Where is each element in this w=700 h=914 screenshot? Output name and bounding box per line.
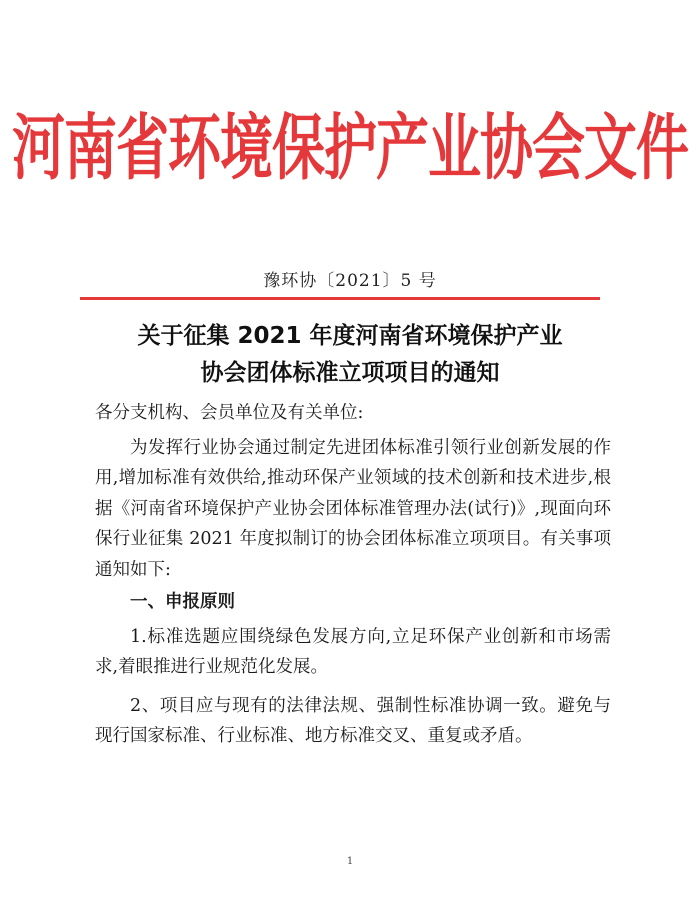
principle-item-1: 1.标准选题应围绕绿色发展方向,立足环保产业创新和市场需求,着眼推进行业规范化发展。 <box>95 626 611 677</box>
page-number: 1 <box>346 856 354 867</box>
notice-body <box>95 398 611 752</box>
notice-title <box>0 318 700 392</box>
document-number: 豫环协〔2021〕5 号 <box>263 271 437 291</box>
red-divider-line <box>80 297 600 300</box>
principle-item-2: 2、项目应与现有的法律法规、强制性标准协调一致。避免与现行国家标准、行业标准、地方标准交叉、重复或矛盾。 <box>95 695 611 746</box>
notice-title-line-1: 关于征集 2021 年度河南省环境保护产业 <box>137 323 563 349</box>
intro-paragraph: 为发挥行业协会通过制定先进团体标准引领行业创新发展的作用,增加标准有效供给,推动环保产业领域的技术创新和技术进步,根据《河南省环境保护产业协会团体标准管理办法(试行)》,现面向环保行业征集 2021 年度拟制订的协会团体标准立项项目。有关事项通知如下: <box>95 437 611 580</box>
section-heading-principles: 一、申报原则 <box>130 592 235 612</box>
notice-title-line-2: 协会团体标准立项项目的通知 <box>200 360 500 386</box>
org-masthead-title: 河南省环境保护产业协会文件 <box>12 106 688 190</box>
salutation: 各分支机构、会员单位及有关单位: <box>95 403 364 423</box>
